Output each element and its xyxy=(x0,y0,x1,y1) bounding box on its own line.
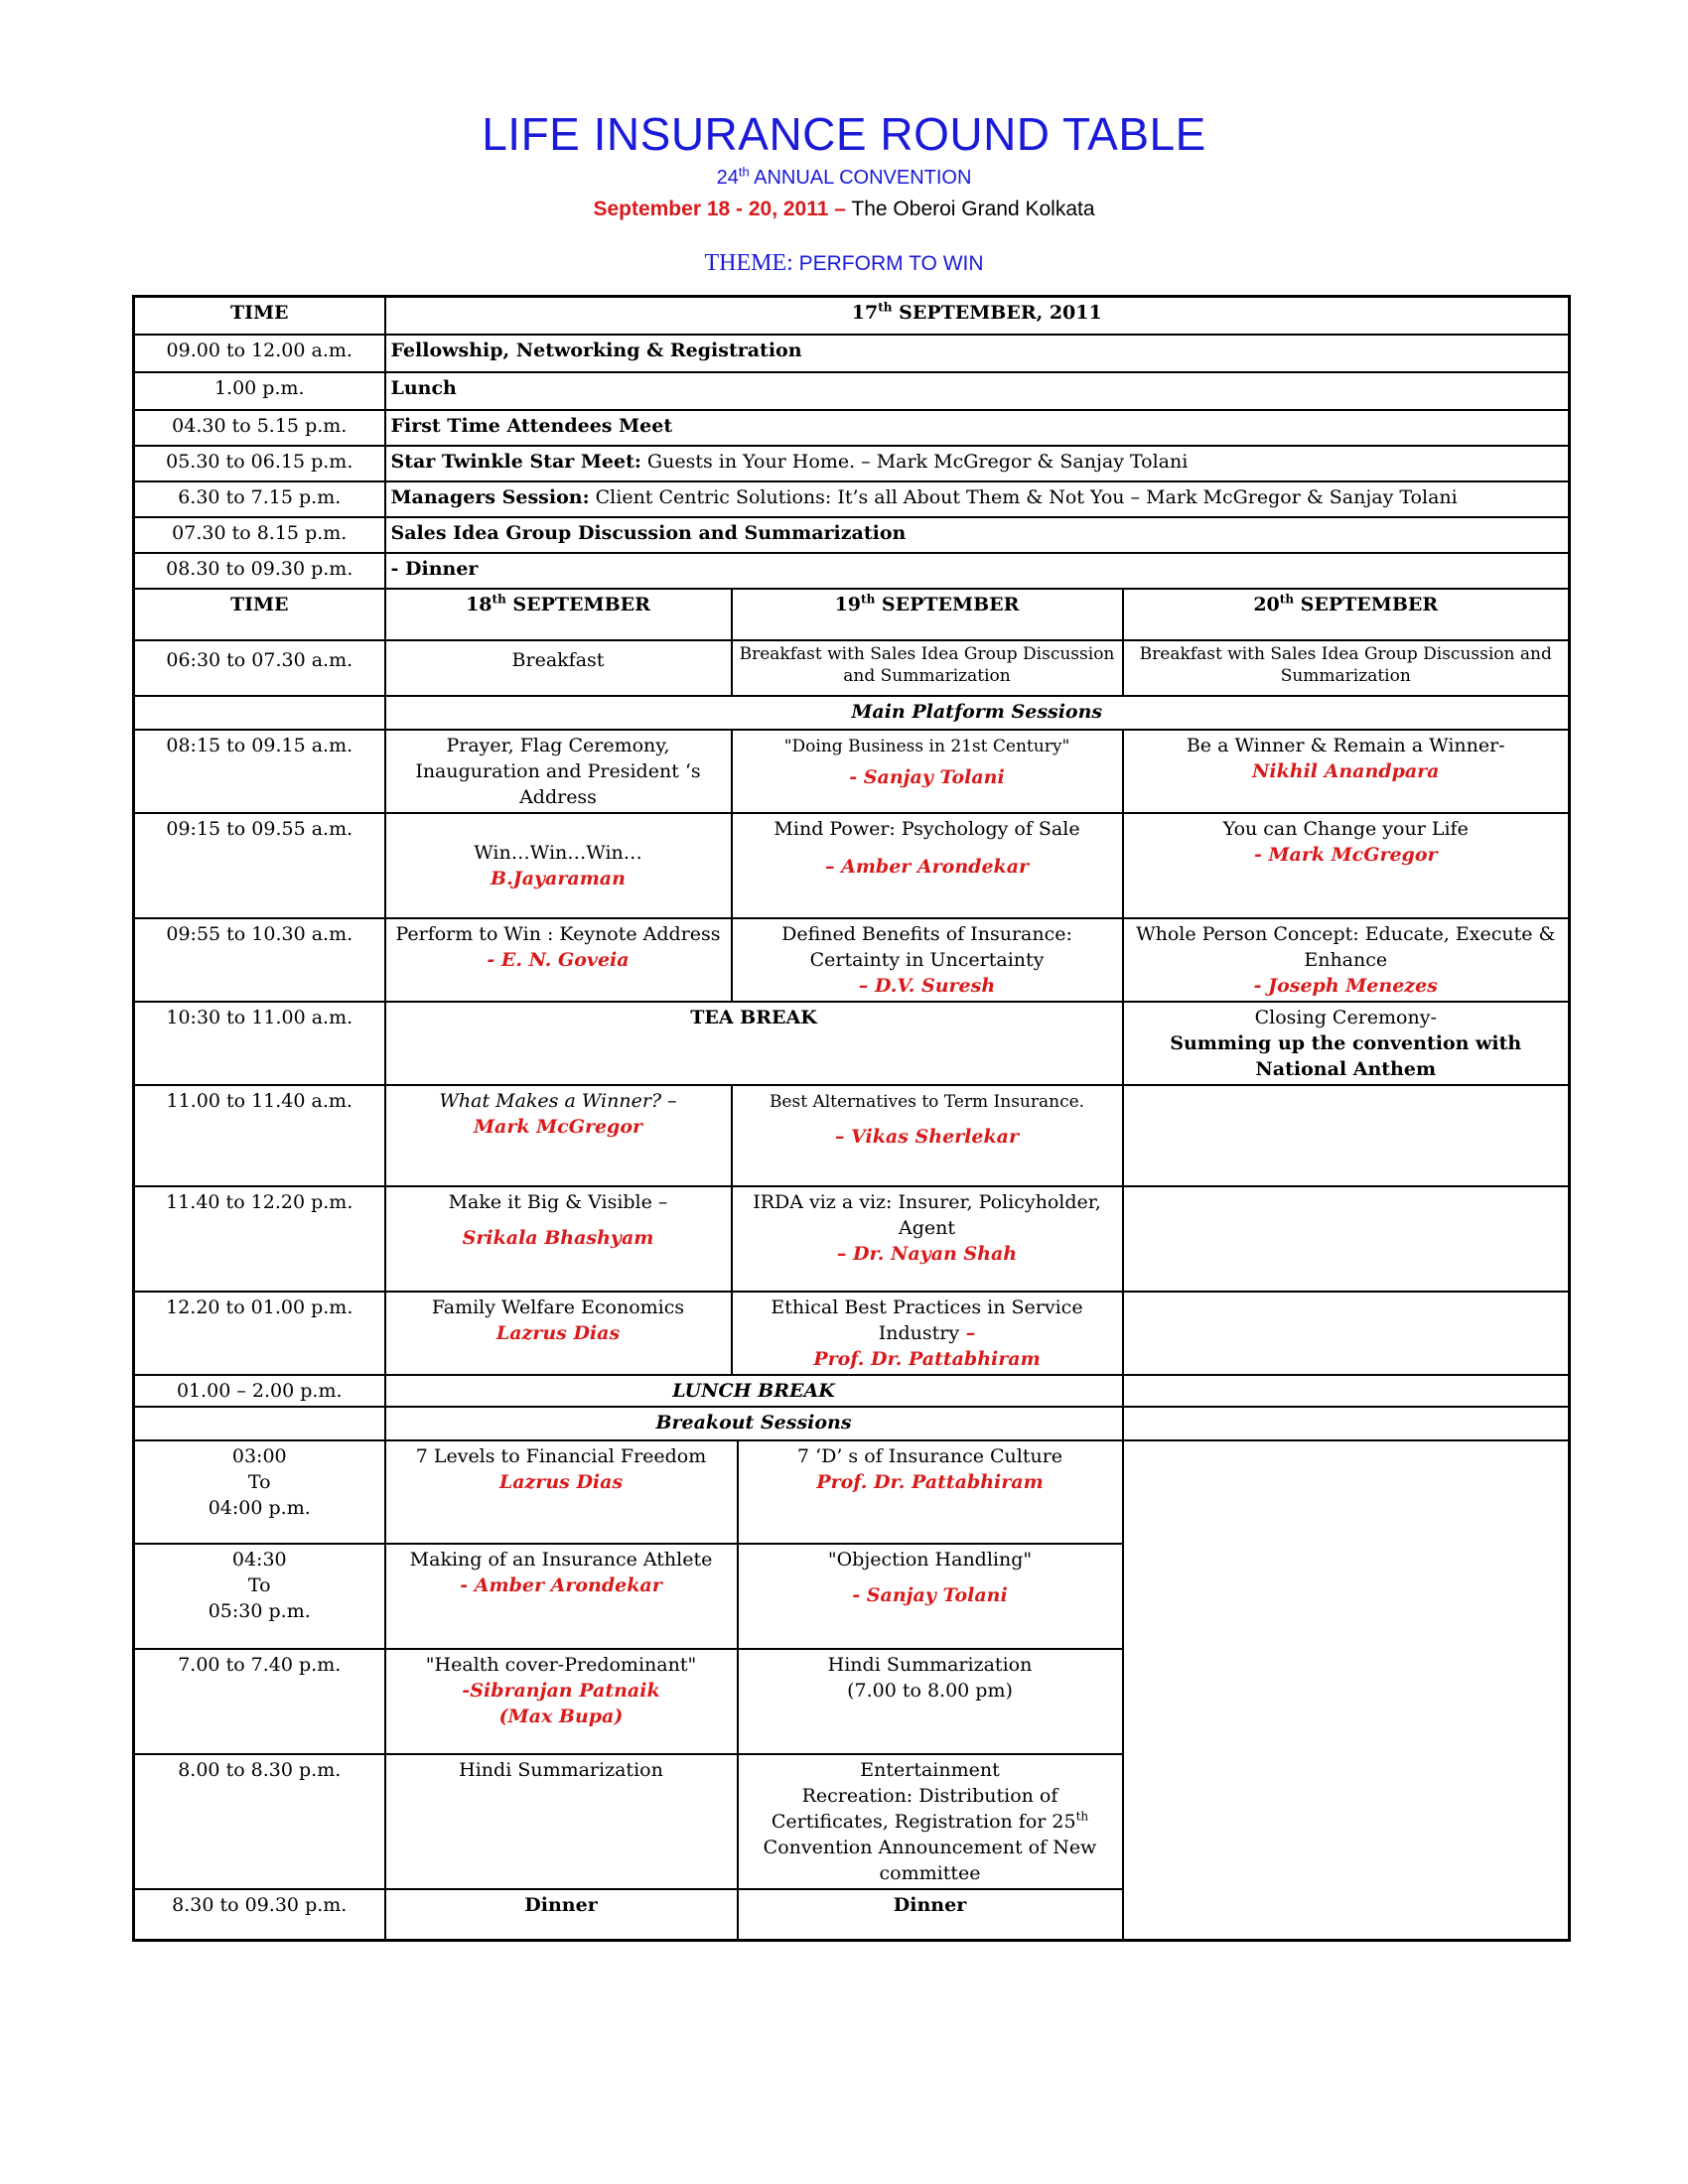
time-cell: 11.40 to 12.20 p.m. xyxy=(134,1186,385,1292)
session-title: "Objection Handling" xyxy=(827,1548,1033,1570)
time-cell: 6.30 to 7.15 p.m. xyxy=(134,481,385,517)
time-cell: 06:30 to 07.30 a.m. xyxy=(134,640,385,696)
time-to: To xyxy=(247,1470,271,1493)
empty-cell xyxy=(1123,1186,1570,1292)
session-title: Closing Ceremony- xyxy=(1254,1006,1437,1028)
table-row xyxy=(134,640,1570,696)
tea-break-cell: TEA BREAK xyxy=(385,1002,1123,1085)
day2-sup: th xyxy=(861,592,876,607)
session-title: IRDA viz a viz: Insurer, Policyholder, Agent xyxy=(753,1190,1101,1239)
session-title: Defined Benefits of Insurance: Certainty in Uncertainty xyxy=(781,922,1072,971)
empty-cell xyxy=(134,696,385,730)
time-cell xyxy=(134,1440,385,1544)
time-cell: 05.30 to 06.15 p.m. xyxy=(134,446,385,481)
session-title: "Doing Business in 21st Century" xyxy=(783,736,1070,756)
session-cell: Breakfast with Sales Idea Group Discussion and Summarization xyxy=(732,640,1123,696)
table-row xyxy=(134,481,1570,517)
convention-dates xyxy=(0,198,1688,221)
time-cell: 08:15 to 09.15 a.m. xyxy=(134,730,385,813)
day0-header-row xyxy=(134,297,1570,335)
session-cell xyxy=(738,1440,1123,1544)
theme-line xyxy=(0,250,1688,277)
schedule-table xyxy=(132,295,1571,1942)
session-title: Making of an Insurance Athlete xyxy=(409,1548,713,1570)
day3-num: 20 xyxy=(1253,593,1280,615)
table-row xyxy=(134,1186,1570,1292)
time-end: 04:00 p.m. xyxy=(208,1496,311,1519)
event-title: - Dinner xyxy=(390,557,479,580)
time-header: TIME xyxy=(134,297,385,335)
session-cell xyxy=(385,1085,732,1186)
day1-num: 18 xyxy=(466,593,492,615)
session-title: Ethical Best Practices in Service Industry xyxy=(771,1296,1083,1344)
session-title: What Makes a Winner? – xyxy=(439,1089,677,1112)
time-cell xyxy=(134,1544,385,1649)
speaker-name: – D.V. Suresh xyxy=(858,974,996,997)
speaker-name: Lazrus Dias xyxy=(498,1470,624,1493)
time-cell: 07.30 to 8.15 p.m. xyxy=(134,517,385,553)
days-header-row xyxy=(134,589,1570,640)
session-cell xyxy=(732,813,1123,918)
session-cell xyxy=(738,1544,1123,1649)
lunch-break-cell: LUNCH BREAK xyxy=(385,1375,1123,1407)
session-subtitle: (7.00 to 8.00 pm) xyxy=(847,1679,1013,1702)
speaker-name: Srikala Bhashyam xyxy=(462,1226,654,1249)
event-detail: Client Centric Solutions: It’s all About Them & Not You – Mark McGregor & Sanjay Tolani xyxy=(589,485,1458,508)
session-title: Perform to Win : Keynote Address xyxy=(395,922,721,945)
breakout-heading: Breakout Sessions xyxy=(385,1407,1123,1440)
time-cell: 09:55 to 10.30 a.m. xyxy=(134,918,385,1002)
table-row xyxy=(134,1440,1570,1544)
session-cell xyxy=(385,1292,732,1375)
speaker-name: B.Jayaraman xyxy=(491,867,626,889)
time-cell: 09.00 to 12.00 a.m. xyxy=(134,335,385,372)
table-row xyxy=(134,517,1570,553)
speaker-name: -Sibranjan Patnaik xyxy=(462,1679,660,1702)
dinner-cell: Dinner xyxy=(385,1889,738,1941)
time-cell: 08.30 to 09.30 p.m. xyxy=(134,553,385,589)
subtitle-text: ANNUAL CONVENTION xyxy=(749,167,972,189)
speaker-name: – Amber Arondekar xyxy=(824,855,1030,878)
event-title: First Time Attendees Meet xyxy=(390,414,673,437)
time-start: 04:30 xyxy=(231,1548,287,1570)
event-detail: Guests in Your Home. – Mark McGregor & Sanjay Tolani xyxy=(640,450,1189,473)
table-row xyxy=(134,446,1570,481)
speaker-dash: – xyxy=(959,1321,976,1344)
speaker-name: Nikhil Anandpara xyxy=(1252,759,1440,782)
speaker-name: Lazrus Dias xyxy=(495,1321,621,1344)
event-cell xyxy=(385,335,1570,372)
table-row xyxy=(134,372,1570,410)
session-cell xyxy=(385,813,732,918)
page-title: LIFE INSURANCE ROUND TABLE xyxy=(482,108,1206,160)
event-cell xyxy=(385,517,1570,553)
session-cell xyxy=(732,1186,1123,1292)
table-row xyxy=(134,410,1570,446)
day3-rest: SEPTEMBER xyxy=(1294,593,1439,615)
day0-date-rest: SEPTEMBER, 2011 xyxy=(892,302,1102,324)
empty-cell xyxy=(1123,1292,1570,1375)
day0-date-num: 17 xyxy=(851,302,879,324)
session-title: Win…Win…Win… xyxy=(474,841,642,864)
session-cell xyxy=(738,1754,1123,1889)
time-cell: 8.00 to 8.30 p.m. xyxy=(134,1754,385,1889)
empty-cell xyxy=(1123,1085,1570,1186)
session-title: Family Welfare Economics xyxy=(431,1296,685,1318)
time-cell: 04.30 to 5.15 p.m. xyxy=(134,410,385,446)
empty-cell xyxy=(1123,1407,1570,1440)
time-to: To xyxy=(247,1573,271,1596)
day3-sup: th xyxy=(1279,592,1295,607)
time-cell: 8.30 to 09.30 p.m. xyxy=(134,1889,385,1941)
table-row xyxy=(134,730,1570,813)
day2-num: 19 xyxy=(834,593,862,615)
table-row xyxy=(134,1292,1570,1375)
session-title: You can Change your Life xyxy=(1222,817,1469,840)
session-cell xyxy=(385,918,732,1002)
day0-date-header xyxy=(385,297,1570,335)
speaker-name: Prof. Dr. Pattabhiram xyxy=(816,1470,1044,1493)
closing-ceremony-text: Summing up the convention with National Anthem xyxy=(1170,1031,1522,1080)
speaker-name: – Dr. Nayan Shah xyxy=(836,1242,1018,1265)
speaker-name: - Joseph Menezes xyxy=(1253,974,1438,997)
session-cell xyxy=(1123,730,1570,813)
theme-label: THEME: xyxy=(704,250,793,276)
time-cell: 10:30 to 11.00 a.m. xyxy=(134,1002,385,1085)
table-row xyxy=(134,918,1570,1002)
table-row xyxy=(134,553,1570,589)
session-title: "Health cover-Predominant" xyxy=(425,1653,697,1676)
time-end: 05:30 p.m. xyxy=(208,1599,311,1622)
event-title: Fellowship, Networking & Registration xyxy=(390,339,802,361)
table-row xyxy=(134,1002,1570,1085)
session-title: Be a Winner & Remain a Winner- xyxy=(1186,734,1505,756)
day1-header xyxy=(385,589,732,640)
session-cell xyxy=(385,1544,738,1649)
section-row xyxy=(134,696,1570,730)
event-cell xyxy=(385,410,1570,446)
session-title: Make it Big & Visible – xyxy=(448,1190,668,1213)
subtitle-number: 24 xyxy=(716,167,739,189)
day0-date-sup: th xyxy=(878,300,893,315)
event-cell xyxy=(385,372,1570,410)
event-cell xyxy=(385,446,1570,481)
speaker-affiliation: (Max Bupa) xyxy=(498,1705,624,1727)
session-title: Best Alternatives to Term Insurance. xyxy=(769,1091,1085,1112)
event-title: Managers Session: xyxy=(390,485,590,508)
session-cell: Breakfast xyxy=(385,640,732,696)
section-row xyxy=(134,1407,1570,1440)
event-title: Sales Idea Group Discussion and Summarization xyxy=(390,521,907,544)
time-cell: 09:15 to 09.55 a.m. xyxy=(134,813,385,918)
session-title: Entertainment xyxy=(860,1758,1000,1781)
time-header: TIME xyxy=(134,589,385,640)
time-cell: 7.00 to 7.40 p.m. xyxy=(134,1649,385,1754)
session-cell xyxy=(732,918,1123,1002)
session-cell xyxy=(738,1649,1123,1754)
session-title: Whole Person Concept: Educate, Execute & Enhance xyxy=(1136,922,1556,971)
day3-header xyxy=(1123,589,1570,640)
venue-text: The Oberoi Grand Kolkata xyxy=(845,198,1095,220)
subtitle-ordinal: th xyxy=(738,164,750,180)
session-cell xyxy=(732,730,1123,813)
session-title: Hindi Summarization xyxy=(827,1653,1033,1676)
session-cell xyxy=(385,1440,738,1544)
table-row xyxy=(134,813,1570,918)
speaker-name: - Amber Arondekar xyxy=(460,1573,662,1596)
day2-rest: SEPTEMBER xyxy=(875,593,1020,615)
speaker-name: - Mark McGregor xyxy=(1253,843,1438,866)
speaker-name: – Vikas Sherlekar xyxy=(835,1125,1019,1148)
event-cell xyxy=(385,553,1570,589)
empty-cell xyxy=(1123,1375,1570,1407)
session-detail: Recreation: Distribution of Certificates, Registration for 25 xyxy=(771,1784,1076,1833)
session-cell: Prayer, Flag Ceremony, Inauguration and President ‘s Address xyxy=(385,730,732,813)
speaker-name: Prof. Dr. Pattabhiram xyxy=(813,1347,1041,1370)
table-row xyxy=(134,1375,1570,1407)
speaker-name: - Sanjay Tolani xyxy=(852,1583,1008,1606)
session-cell: Hindi Summarization xyxy=(385,1754,738,1889)
day1-sup: th xyxy=(492,592,506,607)
session-cell xyxy=(732,1292,1123,1375)
session-cell xyxy=(385,1649,738,1754)
speaker-name: - E. N. Goveia xyxy=(487,948,630,971)
session-title: 7 ‘D’ s of Insurance Culture xyxy=(796,1444,1063,1467)
time-cell: 11.00 to 11.40 a.m. xyxy=(134,1085,385,1186)
session-cell: Breakfast with Sales Idea Group Discussion and Summarization xyxy=(1123,640,1570,696)
time-cell: 01.00 – 2.00 p.m. xyxy=(134,1375,385,1407)
event-cell xyxy=(385,481,1570,517)
session-cell xyxy=(385,1186,732,1292)
time-start: 03:00 xyxy=(231,1444,287,1467)
table-row xyxy=(134,335,1570,372)
main-platform-heading: Main Platform Sessions xyxy=(385,696,1570,730)
theme-value: PERFORM TO WIN xyxy=(792,252,984,275)
empty-cell xyxy=(134,1407,385,1440)
time-cell: 1.00 p.m. xyxy=(134,372,385,410)
dates-text: September 18 - 20, 2011 – xyxy=(593,198,846,220)
table-row xyxy=(134,1085,1570,1186)
session-cell xyxy=(1123,813,1570,918)
speaker-name: Mark McGregor xyxy=(473,1115,643,1138)
session-detail-cont: Convention Announcement of New committee xyxy=(763,1836,1097,1884)
session-cell xyxy=(1123,1002,1570,1085)
session-title: Mind Power: Psychology of Sale xyxy=(774,817,1080,840)
dinner-cell: Dinner xyxy=(738,1889,1123,1941)
session-title: 7 Levels to Financial Freedom xyxy=(415,1444,707,1467)
session-cell xyxy=(1123,918,1570,1002)
day1-rest: SEPTEMBER xyxy=(505,593,650,615)
convention-subtitle xyxy=(0,164,1688,190)
ordinal-sup: th xyxy=(1075,1809,1089,1824)
day2-header xyxy=(732,589,1123,640)
speaker-name: - Sanjay Tolani xyxy=(849,765,1005,788)
time-cell: 12.20 to 01.00 p.m. xyxy=(134,1292,385,1375)
session-cell xyxy=(732,1085,1123,1186)
event-title: Lunch xyxy=(390,376,457,399)
event-title: Star Twinkle Star Meet: xyxy=(390,450,641,473)
empty-cell xyxy=(1123,1440,1570,1941)
